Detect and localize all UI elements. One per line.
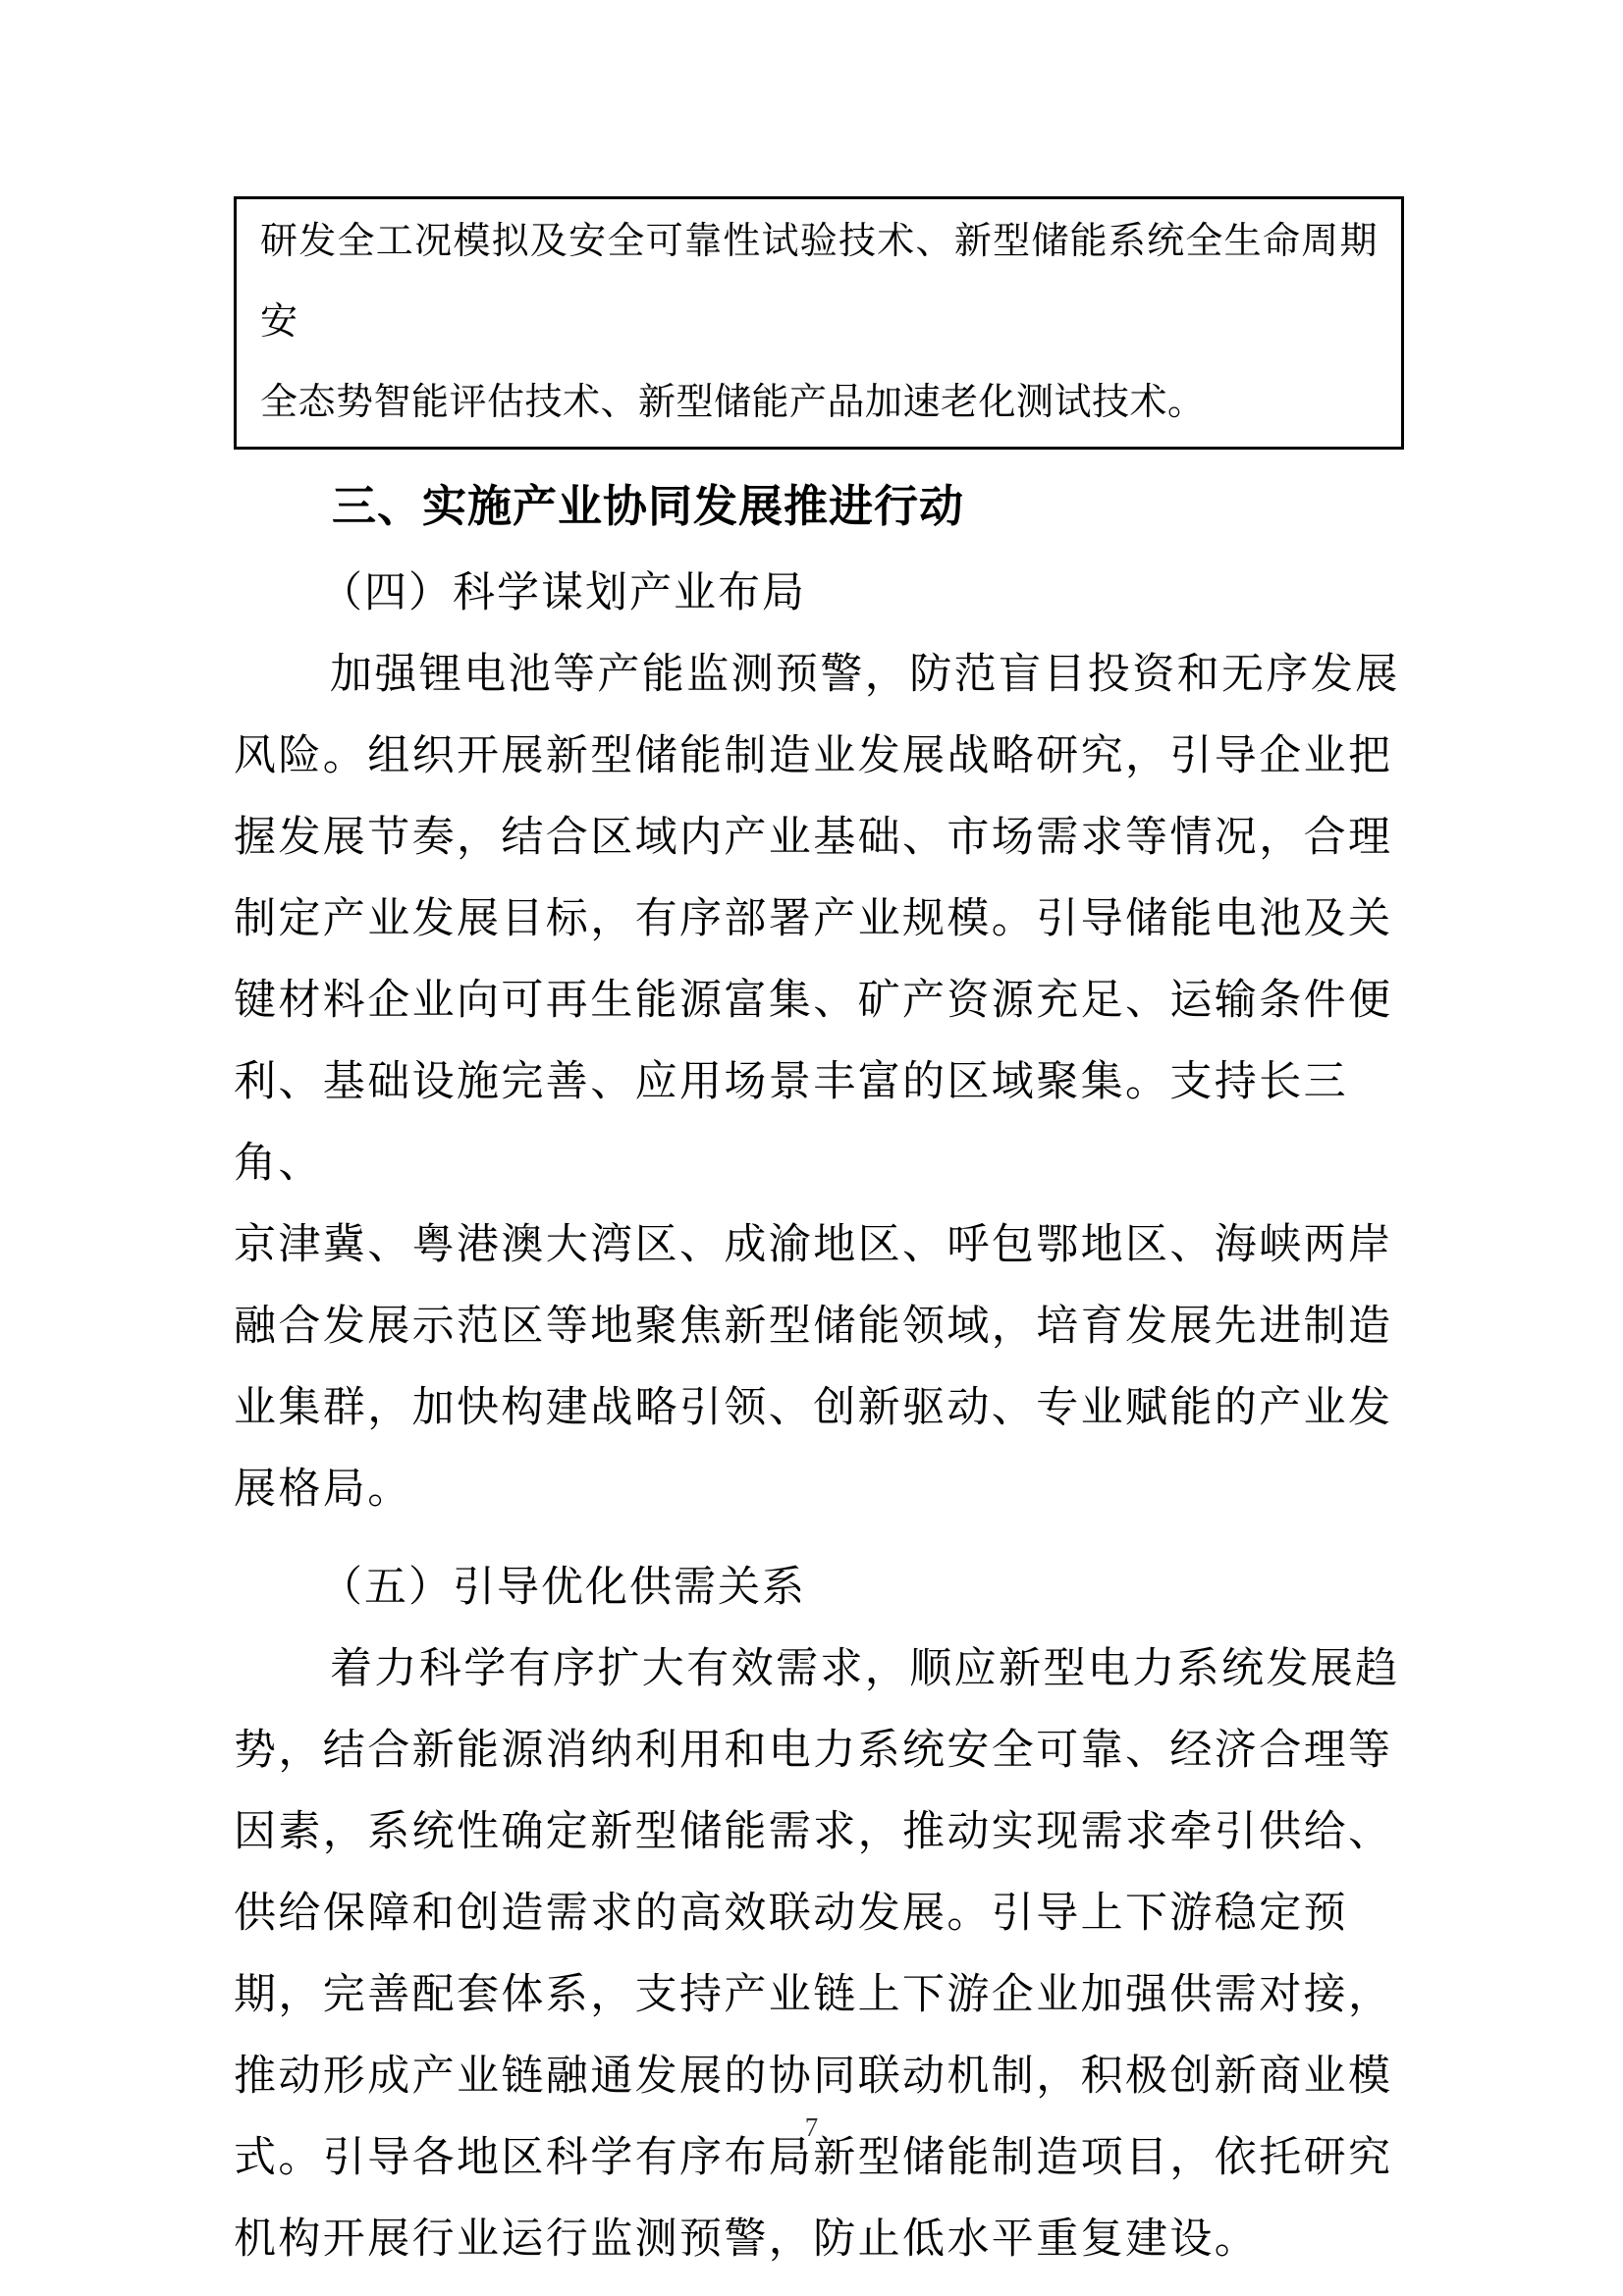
document-content xyxy=(234,196,1404,2280)
paragraph-industry-layout: 加强锂电池等产能监测预警，防范盲目投资和无序发展 风险。组织开展新型储能制造业发展战略研究，引导企业把 握发展节奏，结合区域内产业基础、市场需求等情况，合理 制定产业发展目标，有序部署产业规模。引导储能电池及关 键材料企业向可再生能源富集、矿产资源充足、运输条件便 利、基础设施完善、应用场景丰富的区域聚集。支持长三角、 京津冀、粤港澳大湾区、成渝地区、呼包鄂地区、海峡两岸 融合发展示范区等地聚焦新型储能领域，培育发展先进制造 业集群，加快构建战略引领、创新驱动、专业赋能的产业发 展格局。 xyxy=(234,652,1400,1513)
subsection-heading-4: （四）科学谋划产业布局 xyxy=(320,570,806,616)
section-heading: 三、实施产业协同发展推进行动 xyxy=(332,481,965,531)
highlight-box: 研发全工况模拟及安全可靠性试验技术、新型储能系统全生命周期安 全态势智能评估技术、新型储能产品加速老化测试技术。 xyxy=(234,196,1404,450)
subsection-heading-5: （五）引导优化供需关系 xyxy=(320,1565,806,1611)
page-number: 7 xyxy=(804,2112,819,2142)
paragraph-supply-demand: 着力科学有序扩大有效需求，顺应新型电力系统发展趋 势，结合新能源消纳利用和电力系统安全可靠、经济合理等 因素，系统性确定新型储能需求，推动实现需求牵引供给、 供给保障和创造需求的高效联动发展。引导上下游稳定预 期，完善配套体系，支持产业链上下游企业加强供需对接， 推动形成产业链融通发展的协同联动机制，积极创新商业模 式。引导各地区科学有序布局新型储能制造项目，依托研究 机构开展行业运行监测预警，防止低水平重复建设。 xyxy=(234,1646,1400,2263)
